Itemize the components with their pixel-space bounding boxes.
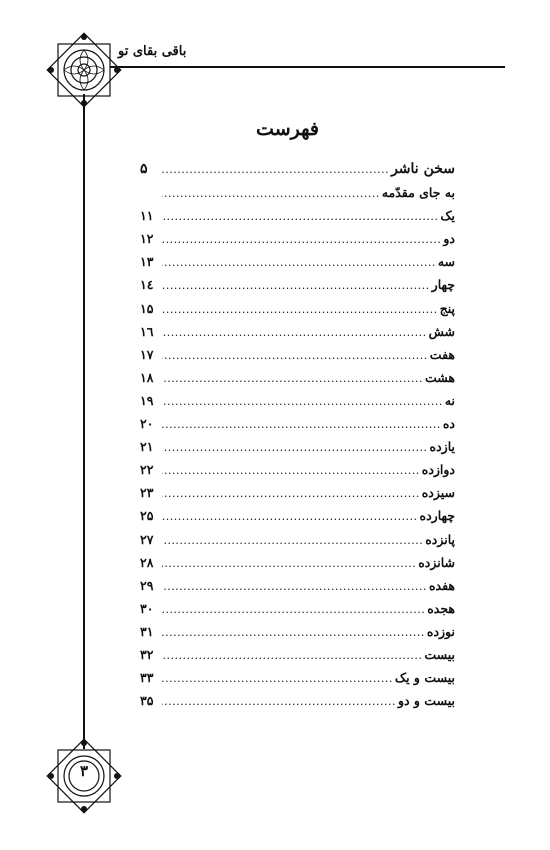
toc-entry[interactable] bbox=[140, 389, 455, 412]
toc-entry[interactable] bbox=[140, 574, 455, 597]
toc-entry-label: نوزده bbox=[426, 623, 455, 639]
toc-entry-page: ۲۰ bbox=[140, 416, 154, 432]
toc-leader-dots bbox=[162, 690, 396, 713]
toc-leader-dots bbox=[162, 182, 380, 205]
toc-entry-page: ۲۸ bbox=[140, 554, 154, 570]
toc-leader-dots bbox=[162, 298, 438, 321]
toc-leader-dots bbox=[162, 274, 430, 297]
toc-leader-dots bbox=[162, 344, 428, 367]
toc-entry[interactable] bbox=[140, 158, 455, 181]
toc-title: فهرست bbox=[256, 118, 319, 140]
toc-entry[interactable] bbox=[140, 643, 455, 666]
header-rule bbox=[110, 66, 505, 68]
running-header-title: باقی بقای تو bbox=[118, 44, 187, 59]
toc-entry-page: ۱۲ bbox=[140, 231, 154, 247]
toc-entry-label: شش bbox=[428, 323, 455, 339]
toc-leader-dots bbox=[162, 505, 418, 528]
toc-entry-label: هفت bbox=[429, 346, 455, 362]
toc-entry-label: پانزده bbox=[425, 531, 455, 547]
toc-leader-dots bbox=[162, 228, 441, 251]
toc-entry-label: هفده bbox=[428, 577, 455, 593]
toc-entry-page: ۱۵ bbox=[140, 300, 154, 316]
toc-leader-dots bbox=[162, 459, 420, 482]
toc-entry-label: ده bbox=[442, 416, 455, 432]
toc-entry-page: ۱۸ bbox=[140, 369, 154, 385]
toc-entry[interactable] bbox=[140, 297, 455, 320]
toc-leader-dots bbox=[162, 482, 420, 505]
toc-leader-dots bbox=[162, 529, 423, 552]
toc-entry-page: ۳۵ bbox=[140, 693, 154, 709]
toc-entry-label: بیست و دو bbox=[397, 693, 455, 709]
toc-entry-page: ۱٤ bbox=[140, 277, 154, 293]
toc-entry-label: نه bbox=[444, 392, 455, 408]
toc-entry-page: ۲۳ bbox=[140, 485, 154, 501]
toc-entry[interactable] bbox=[140, 227, 455, 250]
toc-entry[interactable] bbox=[140, 250, 455, 273]
toc-entry-label: بیست bbox=[424, 646, 455, 662]
toc-entry[interactable] bbox=[140, 343, 455, 366]
toc-entry-label: سخن ناشر bbox=[391, 161, 455, 177]
toc-leader-dots bbox=[162, 413, 441, 436]
toc-entry[interactable] bbox=[140, 412, 455, 435]
toc-entry-page: ۳۰ bbox=[140, 600, 154, 616]
toc-entry-label: هجده bbox=[427, 600, 455, 616]
toc-leader-dots bbox=[162, 621, 425, 644]
toc-entry-page: ۱٦ bbox=[140, 323, 154, 339]
toc-entry-label: سه bbox=[437, 254, 455, 270]
toc-entry[interactable] bbox=[140, 504, 455, 527]
table-of-contents bbox=[140, 158, 455, 712]
toc-entry[interactable] bbox=[140, 689, 455, 712]
toc-entry-label: یک bbox=[440, 208, 455, 224]
toc-leader-dots bbox=[162, 158, 389, 181]
toc-entry-page: ۱۷ bbox=[140, 346, 154, 362]
toc-entry[interactable] bbox=[140, 273, 455, 296]
toc-entry[interactable] bbox=[140, 181, 455, 204]
toc-entry[interactable] bbox=[140, 620, 455, 643]
toc-leader-dots bbox=[162, 575, 427, 598]
toc-entry[interactable] bbox=[140, 597, 455, 620]
toc-entry-page: ۲۵ bbox=[140, 508, 154, 524]
toc-leader-dots bbox=[162, 390, 443, 413]
toc-entry-page: ۳۱ bbox=[140, 623, 154, 639]
toc-entry-label: دو bbox=[443, 231, 455, 247]
toc-entry-label: چهارده bbox=[419, 508, 455, 524]
toc-leader-dots bbox=[162, 598, 425, 621]
toc-entry[interactable] bbox=[140, 204, 455, 227]
toc-entry[interactable] bbox=[140, 435, 455, 458]
toc-entry-label: به جای مقدّمه bbox=[381, 185, 455, 201]
toc-entry-label: چهار bbox=[431, 277, 455, 293]
toc-entry-page: ۳۳ bbox=[140, 670, 154, 686]
toc-leader-dots bbox=[162, 205, 438, 228]
toc-leader-dots bbox=[162, 667, 393, 690]
page-number: ۳ bbox=[79, 762, 89, 780]
toc-entry-page: ۵ bbox=[140, 161, 148, 177]
toc-entry[interactable] bbox=[140, 458, 455, 481]
toc-leader-dots bbox=[162, 367, 423, 390]
toc-leader-dots bbox=[162, 552, 416, 575]
toc-entry-page: ۱۳ bbox=[140, 254, 154, 270]
toc-entry[interactable] bbox=[140, 666, 455, 689]
toc-entry-label: پنج bbox=[439, 300, 455, 316]
toc-entry-label: سیزده bbox=[421, 485, 455, 501]
toc-leader-dots bbox=[162, 436, 428, 459]
toc-entry-page: ۲۲ bbox=[140, 462, 154, 478]
toc-entry-label: دوازده bbox=[421, 462, 455, 478]
toc-entry[interactable] bbox=[140, 551, 455, 574]
toc-entry-label: شانزده bbox=[418, 554, 455, 570]
toc-entry-label: هشت bbox=[424, 369, 455, 385]
toc-leader-dots bbox=[162, 251, 436, 274]
toc-entry-page: ۳۲ bbox=[140, 646, 154, 662]
rosette-ornament-icon bbox=[44, 30, 124, 110]
toc-leader-dots bbox=[162, 644, 422, 667]
toc-entry-page: ۱۹ bbox=[140, 392, 154, 408]
margin-rule bbox=[83, 94, 85, 749]
toc-entry-page: ۱۱ bbox=[140, 208, 154, 224]
toc-entry[interactable] bbox=[140, 481, 455, 504]
toc-entry[interactable] bbox=[140, 320, 455, 343]
toc-entry[interactable] bbox=[140, 528, 455, 551]
toc-entry[interactable] bbox=[140, 366, 455, 389]
toc-entry-label: یازده bbox=[429, 439, 455, 455]
toc-entry-page: ۲۹ bbox=[140, 577, 154, 593]
toc-entry-page: ۲۱ bbox=[140, 439, 154, 455]
toc-leader-dots bbox=[162, 321, 427, 344]
toc-entry-label: بیست و یک bbox=[394, 670, 455, 686]
toc-entry-page: ۲۷ bbox=[140, 531, 154, 547]
